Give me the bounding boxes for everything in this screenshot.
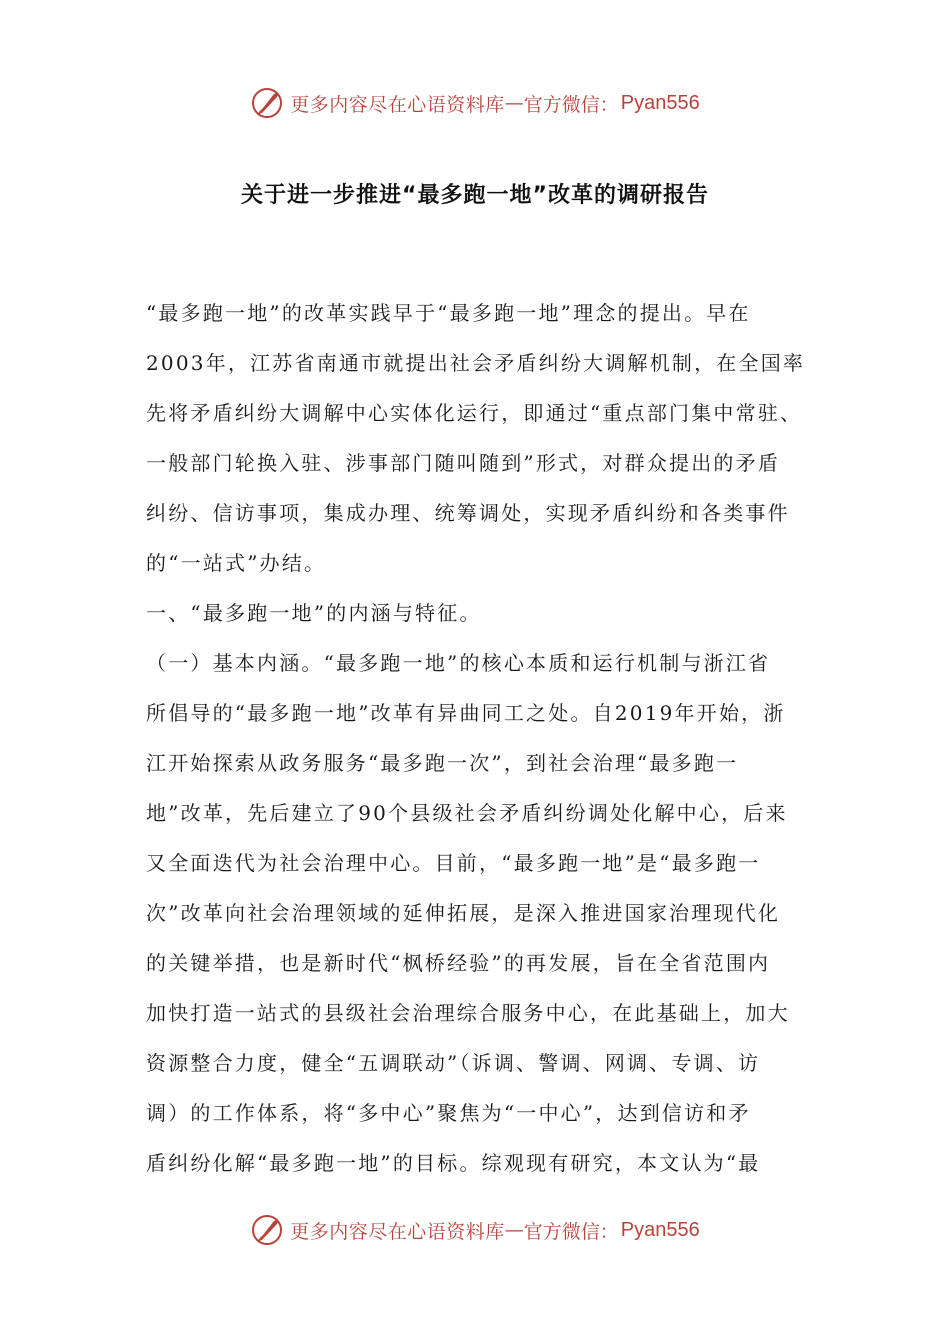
document-title: 关于进一步推进“最多跑一地”改革的调研报告 (241, 183, 709, 208)
body-line: 盾纠纷化解“最多跑一地”的目标。综观现有研究，本文认为“最 (146, 1151, 761, 1175)
watermark-contact-label: 官方微信： (523, 1220, 619, 1243)
watermark-contact-label: 官方微信： (523, 93, 619, 116)
body-line: 的“一站式”办结。 (146, 551, 327, 575)
body-line: 先将矛盾纠纷大调解中心实体化运行，即通过“重点部门集中常驻、 (146, 401, 803, 425)
body-line: 又全面迭代为社会治理中心。目前，“最多跑一地”是“最多跑一 (146, 851, 761, 875)
watermark-separator: — (504, 92, 524, 114)
body-line: 的关键举措，也是新时代“枫桥经验”的再发展，旨在全省范围内 (146, 951, 771, 975)
watermark-contact-handle: Pyan556 (620, 91, 700, 114)
body-line: 2003年，江苏省南通市就提出社会矛盾纠纷大调解机制，在全国率 (146, 351, 806, 375)
body-line: 纠纷、信访事项，集成办理、统筹调处，实现矛盾纠纷和各类事件 (146, 501, 790, 525)
body-line: 江开始探索从政务服务“最多跑一次”，到社会治理“最多跑一 (146, 751, 739, 775)
section-heading: 一、“最多跑一地”的内涵与特征。 (146, 601, 482, 625)
feather-pen-logo-icon (250, 1213, 284, 1247)
document-body (146, 288, 818, 1188)
body-line: 调）的工作体系，将“多中心”聚焦为“一中心”，达到信访和矛 (146, 1101, 751, 1125)
body-line: 次”改革向社会治理领域的延伸拓展，是深入推进国家治理现代化 (146, 901, 781, 925)
body-line: 资源整合力度，健全“五调联动”（诉调、警调、网调、专调、访 (146, 1051, 761, 1075)
watermark-separator: — (504, 1219, 524, 1241)
body-line: 所倡导的“最多跑一地”改革有异曲同工之处。自2019年开始，浙 (146, 701, 786, 725)
body-line: 一般部门轮换入驻、涉事部门随叫随到”形式，对群众提出的矛盾 (146, 451, 781, 475)
body-line: 加快打造一站式的县级社会治理综合服务中心，在此基础上，加大 (146, 1001, 790, 1025)
body-line: （一）基本内涵。“最多跑一地”的核心本质和运行机制与浙江省 (146, 651, 771, 675)
watermark-banner-bottom (0, 1210, 950, 1250)
watermark-contact-handle: Pyan556 (620, 1218, 700, 1241)
watermark-brand: 更多内容尽在心语资料库 (290, 93, 505, 116)
feather-pen-logo-icon (250, 86, 284, 120)
body-line: 地”改革，先后建立了90个县级社会矛盾纠纷调处化解中心，后来 (146, 801, 788, 825)
watermark-brand: 更多内容尽在心语资料库 (290, 1220, 505, 1243)
body-line: “最多跑一地”的改革实践早于“最多跑一地”理念的提出。早在 (146, 301, 751, 325)
watermark-banner-top (0, 83, 950, 123)
